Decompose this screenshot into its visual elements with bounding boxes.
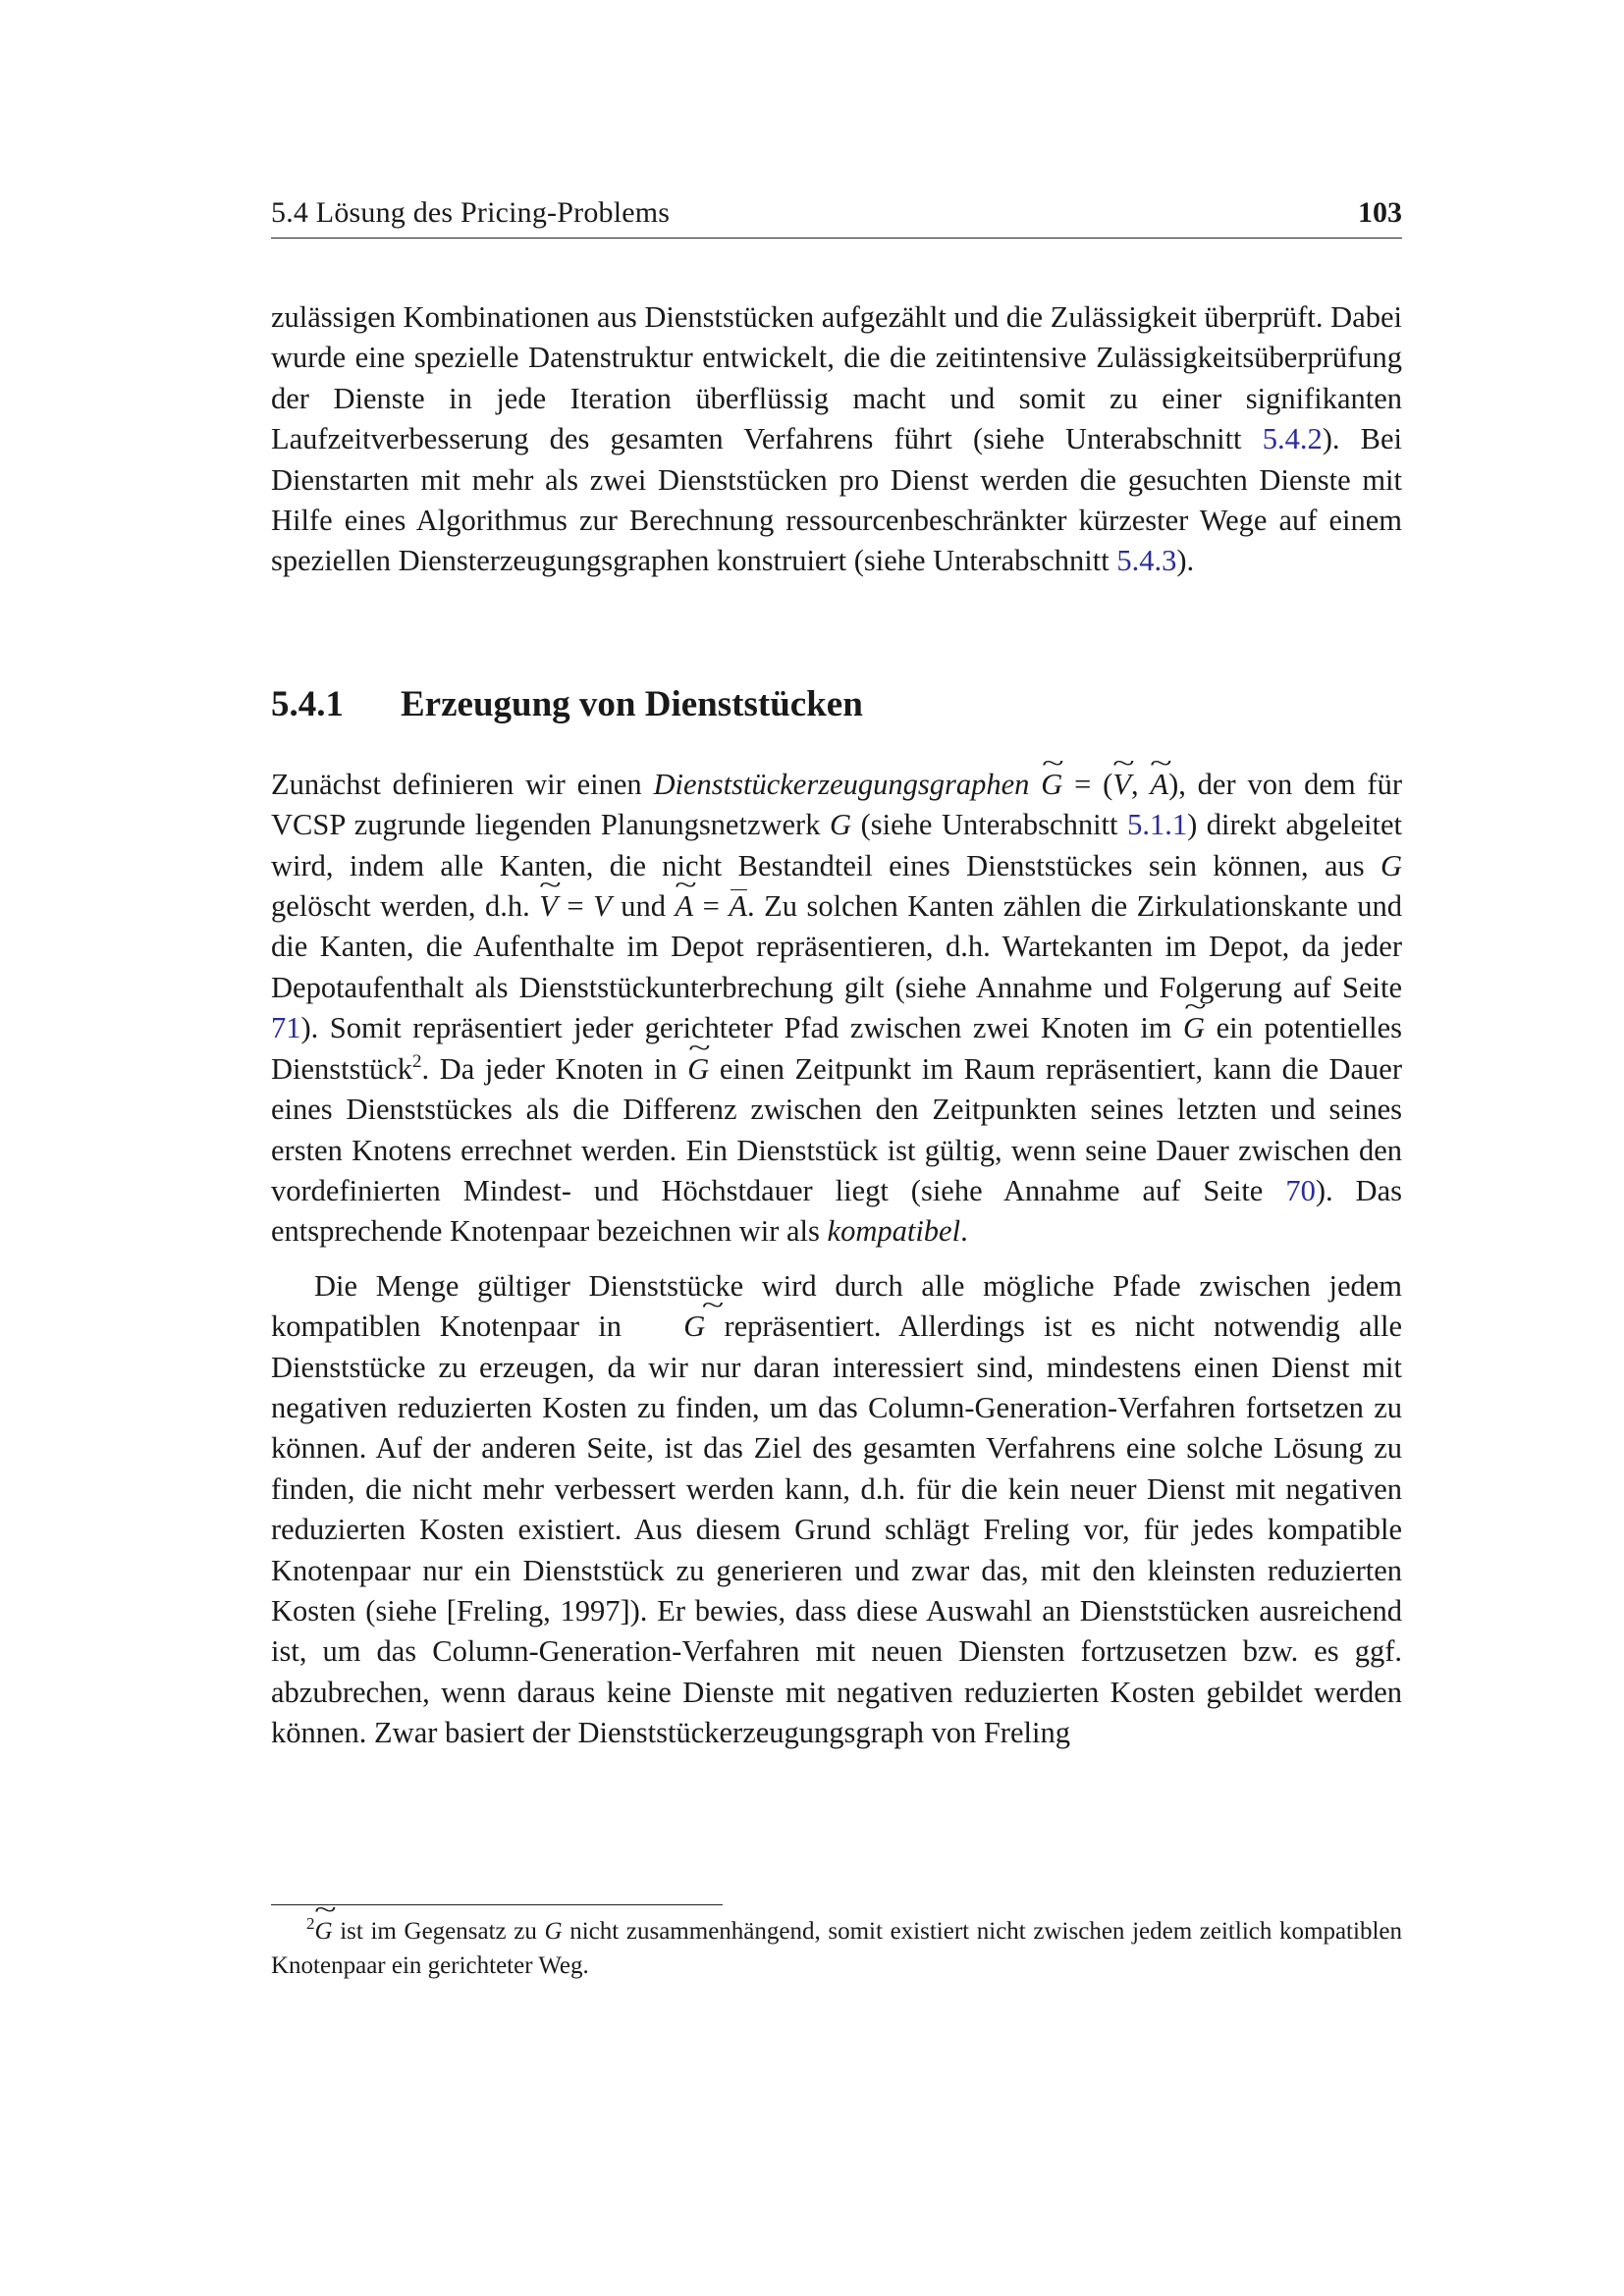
running-header — [271, 192, 1402, 239]
p1-text — [1029, 768, 1041, 801]
p1-text: . Zu solchen Kanten zählen die Zirkulationskante und die Kanten, die Aufenthalte im Depot repräsentieren, d.h. Wartekanten im Depot, da jeder Depotaufenthalt als Dienststückunterbrechung gilt (siehe Annahme und Folgerung auf Seite — [271, 889, 1403, 1004]
math-g-tilde: ~ G — [687, 1049, 709, 1090]
ref-page-70[interactable]: 70 — [1285, 1173, 1316, 1207]
p1-text: und — [611, 889, 676, 924]
p1-text: ), der von dem für VCSP zugrunde liegenden Planungsnetzwerk — [271, 767, 1402, 842]
intro-paragraph — [271, 297, 1402, 582]
footnote-text: ist im Gegensatz zu — [332, 1918, 545, 1945]
term-kompatibel: kompatibel — [827, 1214, 961, 1249]
p1-text: gelöscht werden, d.h. — [271, 889, 540, 924]
footnote-marker[interactable]: 2 — [412, 1050, 422, 1072]
p1-text: = — [693, 889, 730, 924]
footnote-rule — [271, 1904, 723, 1905]
p1-text: . Da jeder Knoten in — [421, 1051, 688, 1086]
p1-text: ) direkt abgeleitet wird, indem alle Kanten, die nicht Bestandteil eines Dienststückes sein können, aus — [271, 808, 1402, 882]
section-heading — [271, 682, 1402, 727]
p1-text: = ( — [1062, 767, 1113, 801]
math-a-tilde: ~ A — [1150, 765, 1168, 805]
math-a-tilde: ~ A — [676, 886, 694, 927]
math-g-tilde: ~ G — [315, 1914, 333, 1949]
p1-text: = — [557, 889, 594, 924]
math-v-tilde: ~ V — [1112, 765, 1131, 805]
p1-text: (siehe Unterabschnitt — [851, 808, 1128, 842]
body-text — [271, 297, 1402, 1754]
p1-text: ein potentielles Dienststück — [271, 1011, 1402, 1086]
ref-page-71[interactable]: 71 — [271, 1011, 301, 1045]
p1-text: ). Somit repräsentiert jeder gerichteter Pfad zwischen zwei Knoten im — [300, 1011, 1184, 1045]
paragraph-2 — [271, 1266, 1402, 1754]
paragraph-gap — [271, 1253, 1402, 1266]
p1-text: Zunächst definieren wir einen — [271, 767, 654, 801]
p2-text: Die Menge gültiger Dienststücke wird durch alle mögliche Pfade zwischen jedem kompatiblen Knotenpaar in — [271, 1268, 1402, 1344]
p1-text: . — [960, 1214, 968, 1249]
footnote-number: 2 — [306, 1914, 315, 1933]
math-a-bar: A — [729, 886, 747, 927]
section-title: Erzeugung von Dienststücken — [401, 683, 863, 724]
p1-text: ). Das entsprechende Knotenpaar bezeichnen wir als — [271, 1173, 1402, 1249]
header-section-title: 5.4 Lösung des Pricing-Problems — [271, 196, 671, 229]
math-v-tilde: ~ V — [539, 886, 558, 927]
footnote — [271, 1914, 1402, 1983]
intro-text-1: zulässigen Kombinationen aus Dienststücken aufgezählt und die Zulässigkeit überprüft. Dabei wurde eine spezielle Datenstruktur entwickelt, die die zeitintensive Zulässigkeitsüberprüfung der Dienste in jede Iteration überflüssig macht und somit zu einer signifikanten Laufzeitverbesserung des gesamten Verfahrens führt (siehe Unterabschnitt — [271, 300, 1402, 456]
ref-5-1-1[interactable]: 5.1.1 — [1127, 808, 1188, 842]
ref-5-4-2[interactable]: 5.4.2 — [1262, 422, 1323, 456]
math-g: G — [830, 808, 852, 842]
math-g-tilde: ~ G — [640, 1307, 705, 1347]
math-g-tilde: ~ G — [1183, 1008, 1205, 1048]
math-g-tilde: ~ G — [1041, 765, 1062, 805]
intro-text-3: ). — [1176, 544, 1195, 578]
math-g: G — [1380, 848, 1402, 882]
math-v: V — [593, 889, 612, 924]
ref-5-4-3[interactable]: 5.4.3 — [1116, 544, 1177, 578]
p1-text: einen Zeitpunkt im Raum repräsentiert, kann die Dauer eines Dienststückes als die Differenz zwischen den Zeitpunkten seines letzten und seines ersten Knotens errechnet werden. Ein Dienststück ist gültig, wenn seine Dauer zwischen den vordefinierten Mindest- und Höchstdauer liegt (siehe Annahme auf Seite — [271, 1051, 1402, 1207]
term-graph: Dienststückerzeugungsgraphen — [653, 767, 1030, 801]
paragraph-1 — [271, 765, 1402, 1253]
p1-text: , — [1130, 767, 1151, 801]
footnote-text: nicht zusammenhängend, somit existiert nicht zwischen jedem zeitlich kompatiblen Knotenpaar ein gerichteter Weg. — [271, 1918, 1402, 1979]
math-g: G — [544, 1918, 563, 1945]
intro-text-2: ). Bei Dienstarten mit mehr als zwei Dienststücken pro Dienst werden die gesuchten Dienste mit Hilfe eines Algorithmus zur Berechnung ressourcenbeschränkter kürzester Wege auf einem speziellen Diensterzeugungsgraphen konstruiert (siehe Unterabschnitt — [271, 422, 1402, 578]
page-number: 103 — [1358, 196, 1402, 229]
p2-text: repräsentiert. Allerdings ist es nicht notwendig alle Dienststücke zu erzeugen, da wir nur daran interessiert sind, mindestens einen Dienst mit negativen reduzierten Kosten zu finden, um das Column-Generation-Verfahren fortsetzen zu können. Auf der anderen Seite, ist das Ziel des gesamten Verfahrens eine solche Lösung zu finden, die nicht mehr verbessert werden kann, d.h. für die kein neuer Dienst mit negativen reduzierten Kosten existiert. Aus diesem Grund schlägt Freling vor, für jedes kompatible Knotenpaar nur ein Dienststück zu generieren und zwar das, mit den kleinsten reduzierten Kosten (siehe [Freling, 1997]). Er bewies, dass diese Auswahl an Dienststücken ausreichend ist, um das Column-Generation-Verfahren mit neuen Diensten fortzusetzen bzw. es ggf. abzubrechen, wenn daraus keine Dienste mit negativen reduzierten Kosten gebildet werden können. Zwar basiert der Dienststückerzeugungsgraph von Freling — [271, 1309, 1402, 1750]
section-number: 5.4.1 — [271, 683, 344, 724]
